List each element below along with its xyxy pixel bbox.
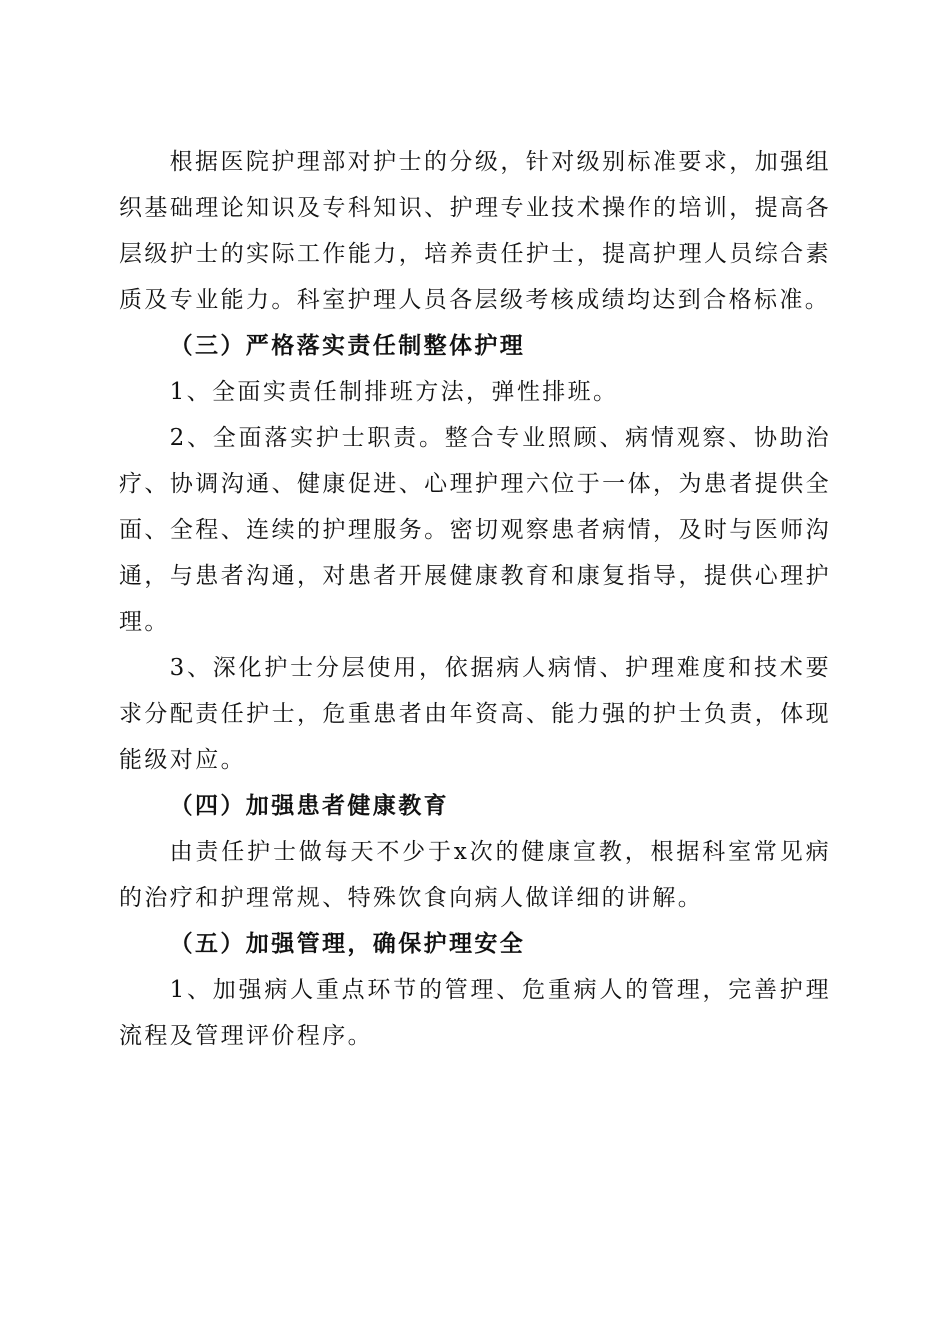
paragraph-safety-item-1: 1、加强病人重点环节的管理、危重病人的管理，完善护理流程及管理评价程序。	[119, 977, 831, 1049]
paragraph-grading-training: 根据医院护理部对护士的分级，针对级别标准要求，加强组织基础理论知识及专科知识、护理专业技术操作的培训，提高各层级护士的实际工作能力，培养责任护士，提高护理人员综合素质及专业能力。科室护理人员各层级考核成绩均达到合格标准。	[119, 149, 831, 313]
paragraph-item-1: 1、全面实责任制排班方法，弹性排班。	[169, 379, 619, 405]
section-heading-4: （四）加强患者健康教育	[169, 792, 449, 819]
paragraph-health-education: 由责任护士做每天不少于x次的健康宣教，根据科室常见病的治疗和护理常规、特殊饮食向病人做详细的讲解。	[119, 839, 831, 911]
section-heading-3: （三）严格落实责任制整体护理	[169, 332, 526, 359]
document-body	[119, 139, 831, 1059]
paragraph-item-2: 2、全面落实护士职责。整合专业照顾、病情观察、协助治疗、协调沟通、健康促进、心理护理六位于一体，为患者提供全面、全程、连续的护理服务。密切观察患者病情，及时与医师沟通，与患者沟通，对患者开展健康教育和康复指导，提供心理护理。	[119, 425, 831, 635]
paragraph-item-3: 3、深化护士分层使用，依据病人病情、护理难度和技术要求分配责任护士，危重患者由年资高、能力强的护士负责，体现能级对应。	[119, 655, 831, 773]
section-heading-5: （五）加强管理，确保护理安全	[169, 930, 526, 957]
